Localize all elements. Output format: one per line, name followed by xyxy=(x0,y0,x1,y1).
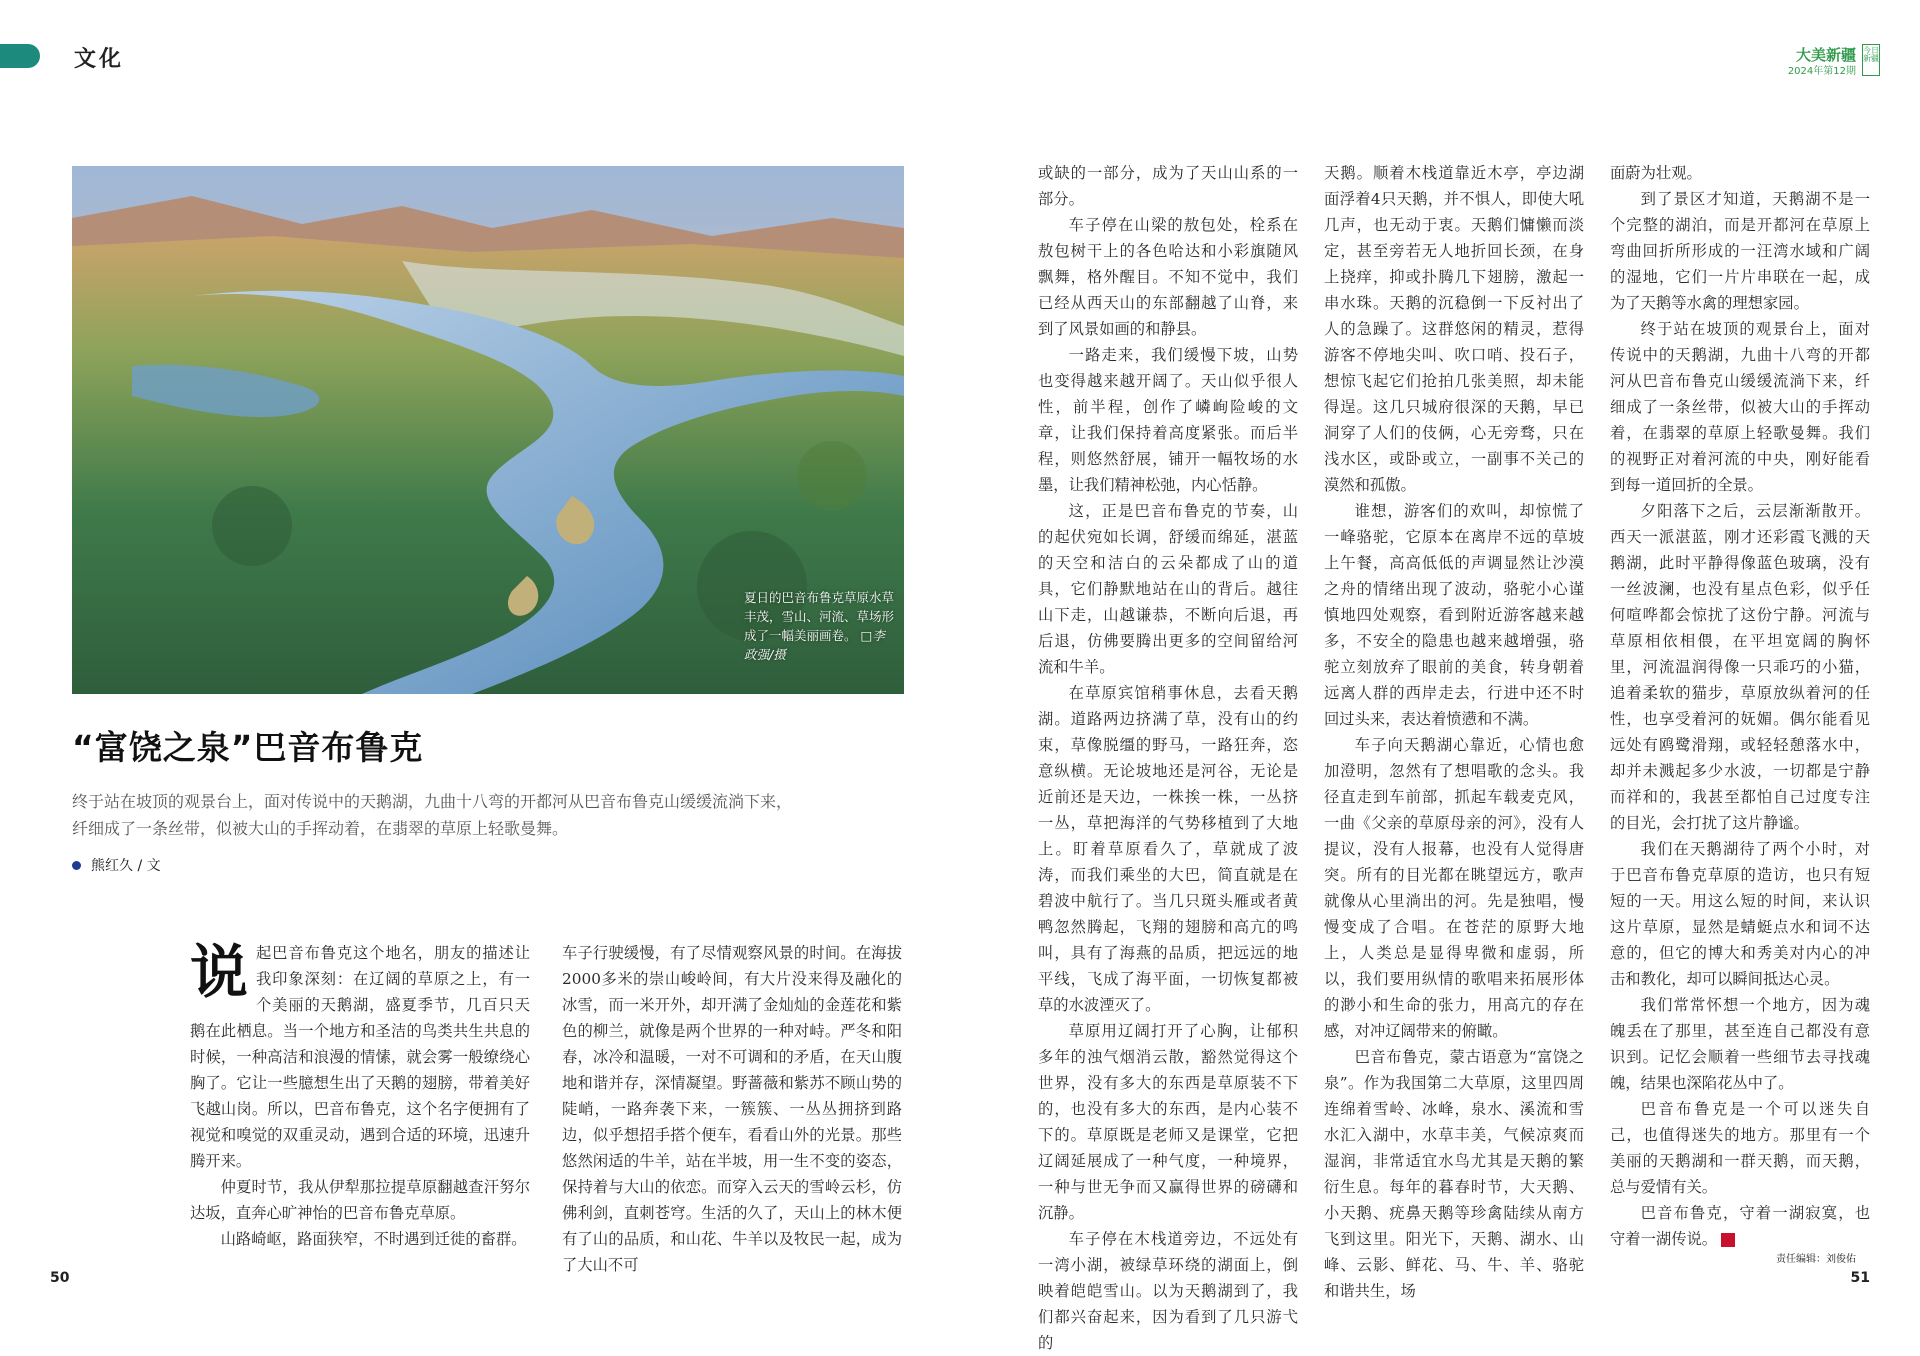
paragraph: 山路崎岖，路面狭窄，不时遇到迁徙的畜群。 xyxy=(220,1230,527,1248)
magazine-title: 大美新疆 xyxy=(1795,46,1856,64)
photo-caption xyxy=(744,588,894,664)
paragraph: 我们常常怀想一个地方，因为魂魄丢在了那里，甚至连自己都没有意识到。记忆会顺着一些细节去寻找魂魄，结果也深陷花丛中了。 xyxy=(1610,996,1870,1092)
page-number-left: 50 xyxy=(50,1270,70,1286)
paragraph: 草原用辽阔打开了心胸，让郁积多年的浊气烟消云散，豁然觉得这个世界，没有多大的东西是草原装不下的，也没有多大的东西，是内心装不下的。草原既是老师又是课堂，它把辽阔延展成了一种气度，一种境界，一种与世无争而又赢得世界的磅礴和沉静。 xyxy=(1038,1022,1298,1222)
paragraph: 在草原宾馆稍事休息，去看天鹅湖。道路两边挤满了草，没有山的约束，草像脱缰的野马，一路狂奔，恣意纵横。无论坡地还是河谷，无论是近前还是天边，一株挨一株，一丛挤一丛，草把海洋的气势移植到了大地上。盯着草原看久了，草就成了波涛，而我们乘坐的大巴，简直就是在碧波中航行了。当几只斑头雁或者黄鸭忽然腾起，飞翔的翅膀和高亢的鸣叫，具有了海燕的品质，把远远的地平线，飞成了海平面，一切恢复都被草的水波湮灭了。 xyxy=(1038,684,1298,1014)
paragraph: 这，正是巴音布鲁克的节奏，山的起伏宛如长调，舒缓而绵延，湛蓝的天空和洁白的云朵都成了山的道具，它们静默地站在山的背后。越往山下走，山越谦恭，不断向后退，再后退，仿佛要腾出更多的空间留给河流和牛羊。 xyxy=(1038,502,1298,676)
paragraph: 夕阳落下之后，云层渐渐散开。西天一派湛蓝，刚才还彩霞飞溅的天鹅湖，此时平静得像蓝色玻璃，没有一丝波澜，也没有星点色彩，似乎任何喧哗都会惊扰了这份宁静。河流与草原相依相偎，在平坦宽阔的胸怀里，河流温润得像一只乖巧的小猫，追着柔软的猫步，草原放纵着河的任性，也享受着河的妩媚。偶尔能看见远处有鸥鹭滑翔，或轻轻憩落水中，却并未溅起多少水波，一切都是宁静而祥和的，我甚至都怕自己过度专注的目光，会打扰了这片静谧。 xyxy=(1610,502,1870,832)
paragraph: 终于站在坡顶的观景台上，面对传说中的天鹅湖，九曲十八弯的开都河从巴音布鲁克山缓缓流淌下来，纤细成了一条丝带，似被大山的手挥动着，在翡翠的草原上轻歌曼舞。我们的视野正对着河流的中央，刚好能看到每一道回折的全景。 xyxy=(1610,320,1870,494)
paragraph: 天鹅。顺着木栈道靠近木亭，亭边湖面浮着4只天鹅，并不惧人，即使大吼几声，也无动于衷。天鹅们慵懒而淡定，甚至旁若无人地折回长颈，在身上挠痒，抑或扑腾几下翅膀，激起一串水珠。天鹅的沉稳倒一下反衬出了人的急躁了。这群悠闲的精灵，惹得游客不停地尖叫、吹口哨、投石子，想惊飞起它们抢拍几张美照，却未能得逞。这几只城府很深的天鹅，早已洞穿了人们的伎俩，心无旁骛，只在浅水区，或卧或立，一副事不关己的漠然和孤傲。 xyxy=(1324,164,1584,494)
paragraph: 到了景区才知道，天鹅湖不是一个完整的湖泊，而是开都河在草原上弯曲回折所形成的一汪湾水域和广阔的湿地，它们一片片串联在一起，成为了天鹅等水禽的理想家园。 xyxy=(1610,190,1870,312)
end-mark-icon xyxy=(1721,1233,1735,1247)
closing-paragraph xyxy=(1610,1200,1870,1252)
paragraph: 谁想，游客们的欢叫，却惊慌了一峰骆驼，它原本在离岸不远的草坡上午餐，高高低低的声调显然让沙漠之舟的情绪出现了波动，骆驼小心谨慎地四处观察，看到附近游客越来越多，不安全的隐患也越来越增强，骆驼立刻放弃了眼前的美食，转身朝着远离人群的西岸走去，行进中还不时回过头来，表达着愤懑和不满。 xyxy=(1324,502,1584,728)
paragraph: 起巴音布鲁克这个地名，朋友的描述让我印象深刻：在辽阔的草原之上，有一个美丽的天鹅湖，盛夏季节，几百只天鹅在此栖息。当一个地方和圣洁的鸟类共生共息的时候，一种高洁和浪漫的情愫，就会雾一般缭绕心胸了。它让一些臆想生出了天鹅的翅膀，带着美好飞越山岗。所以，巴音布鲁克，这个名字便拥有了视觉和嗅觉的双重灵动，遇到合适的环境，迅速升腾开来。 xyxy=(190,944,530,1170)
article-lede: 终于站在坡顶的观景台上，面对传说中的天鹅湖，九曲十八弯的开都河从巴音布鲁克山缓缓流淌下来，纤细成了一条丝带，似被大山的手挥动着，在翡翠的草原上轻歌曼舞。 xyxy=(72,792,793,838)
paragraph: 巴音布鲁克，蒙古语意为“富饶之泉”。作为我国第二大草原，这里四周连绵着雪岭、冰峰，泉水、溪流和雪水汇入湖中，水草丰美，气候凉爽而湿润，非常适宜水鸟尤其是天鹅的繁衍生息。每年的暮春时节，大天鹅、小天鹅、疣鼻天鹅等珍禽陆续从南方飞到这里。阳光下，天鹅、湖水、山峰、云影、鲜花、马、牛、羊、骆驼和谐共生，场 xyxy=(1324,1048,1584,1300)
author-name: 熊红久 / 文 xyxy=(91,858,161,874)
paragraph: 巴音布鲁克是一个可以迷失自己，也值得迷失的地方。那里有一个美丽的天鹅湖和一群天鹅，而天鹅，总与爱情有关。 xyxy=(1610,1100,1870,1196)
paragraph: 车子向天鹅湖心靠近，心情也愈加澄明，忽然有了想唱歌的念头。我径直走到车前部，抓起车载麦克风，一曲《父亲的草原母亲的河》，没有人提议，没有人报幕，也没有人觉得唐突。所有的目光都在眺望远方，歌声就像从心里淌出的河。先是独唱，慢慢变成了合唱。在苍茫的原野大地上，人类总是显得卑微和虚弱，所以，我们要用纵情的歌唱来拓展形体的渺小和生命的张力，用高亢的存在感，对冲辽阔带来的俯瞰。 xyxy=(1324,736,1584,1040)
body-column-1 xyxy=(190,940,530,1252)
magazine-issue: 2024年第12期 xyxy=(1787,66,1856,77)
paragraph: 车子停在木栈道旁边，不远处有一湾小湖，被绿草环绕的湖面上，倒映着皑皑雪山。以为天鹅湖到了，我们都兴奋起来，因为看到了几只游弋的 xyxy=(1038,1230,1298,1352)
section-tab-marker xyxy=(0,44,40,68)
paragraph: 或缺的一部分，成为了天山山系的一部分。 xyxy=(1038,164,1298,208)
editor-credit: 责任编辑：刘俊佑 xyxy=(1776,1254,1856,1265)
article-headline: “富饶之泉”巴音布鲁克 xyxy=(72,728,424,767)
paragraph: 车子行驶缓慢，有了尽情观察风景的时间。在海拔2000多米的崇山峻岭间，有大片没来得及融化的冰雪，而一米开外，却开满了金灿灿的金莲花和紫色的柳兰，就像是两个世界的一种对峙。严冬和阳春，冰冷和温暖，一对不可调和的矛盾，在天山腹地和谐并存，深情凝望。野蔷薇和紫苏不顾山势的陡峭，一路奔袭下来，一簇簇、一丛丛拥挤到路边，似乎想招手搭个便车，看看山外的光景。那些悠然闲适的牛羊，站在半坡，用一生不变的姿态，保持着与大山的依恋。而穿入云天的雪岭云杉，仿佛利剑，直刺苍穹。生活的久了，天山上的林木便有了山的品质，和山花、牛羊以及牧民一起，成为了大山不可 xyxy=(562,944,902,1274)
paragraph: 面蔚为壮观。 xyxy=(1610,164,1702,182)
magazine-badge: 今日新疆 xyxy=(1862,44,1880,76)
caption-text: 夏日的巴音布鲁克草原水草丰茂，雪山、河流、草场形成了一幅美丽画卷。 xyxy=(744,590,895,643)
paragraph: 仲夏时节，我从伊犁那拉提草原翻越查汗努尔达坂，直奔心旷神怡的巴音布鲁克草原。 xyxy=(190,1178,530,1222)
drop-cap: 说 xyxy=(190,938,249,1006)
paragraph: 一路走来，我们缓慢下坡，山势也变得越来越开阔了。天山似乎很人性，前半程，创作了嶙峋险峻的文章，让我们保持着高度紧张。而后半程，则悠然舒展，铺开一幅牧场的水墨，让我们精神松弛，内心恬静。 xyxy=(1038,346,1298,494)
page-number-right: 51 xyxy=(1850,1270,1870,1286)
author-byline xyxy=(72,855,161,875)
paragraph: 我们在天鹅湖待了两个小时，对于巴音布鲁克草原的造访，也只有短短的一天。用这么短的时间，来认识这片草原，显然是蜻蜓点水和词不达意的，但它的博大和秀美对内心的冲击和教化，却可以瞬间抵达心灵。 xyxy=(1610,840,1870,988)
body-column-2 xyxy=(562,940,902,1278)
closing-text: 巴音布鲁克，守着一湖寂寞，也守着一湖传说。 xyxy=(1610,1204,1870,1248)
section-label: 文化 xyxy=(74,47,125,72)
paragraph: 车子停在山梁的敖包处，栓系在敖包树干上的各色哈达和小彩旗随风飘舞，格外醒目。不知不觉中，我们已经从西天山的东部翻越了山脊，来到了风景如画的和静县。 xyxy=(1038,216,1298,338)
body-column-3 xyxy=(1038,160,1298,1356)
body-column-5 xyxy=(1610,160,1870,1252)
body-column-4 xyxy=(1324,160,1584,1304)
bullet-dot-icon xyxy=(72,861,81,870)
photo-credit: □李政强/摄 xyxy=(744,628,885,662)
